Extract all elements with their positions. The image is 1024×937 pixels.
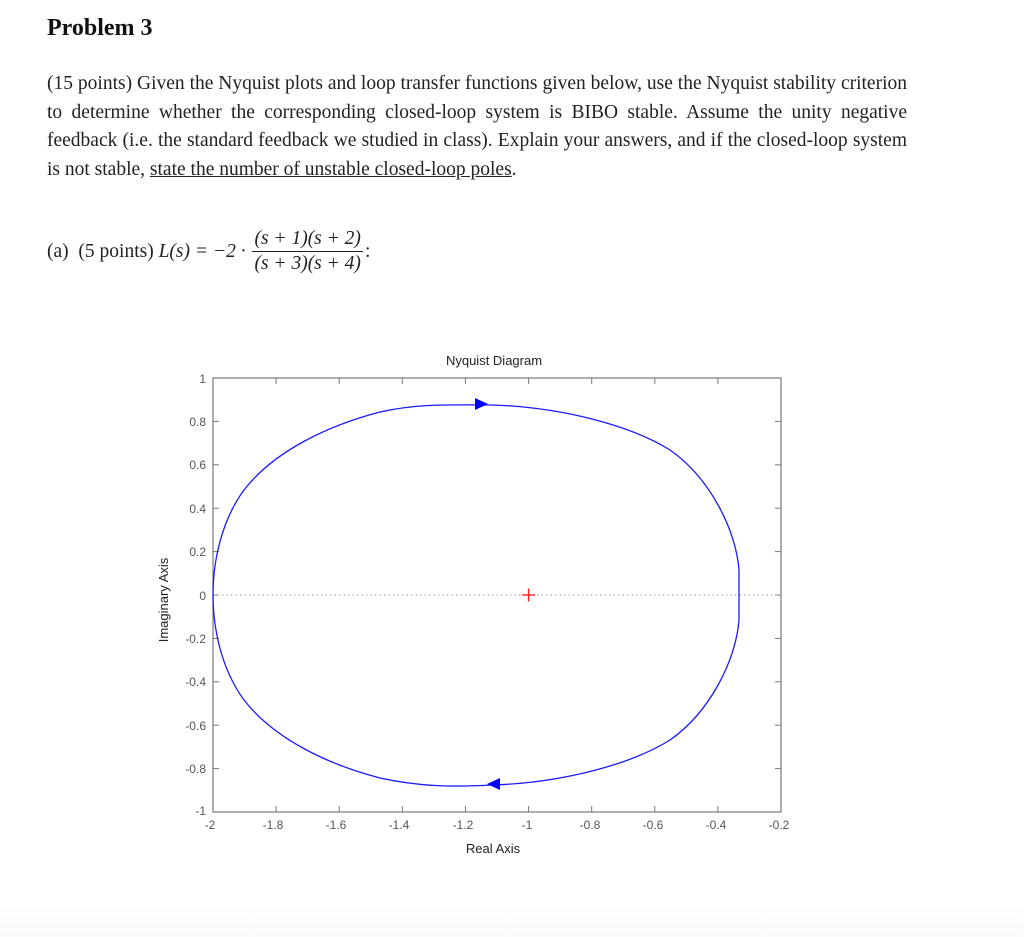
chart-title: Nyquist Diagram: [445, 353, 543, 368]
svg-text:1: 1: [199, 372, 206, 386]
svg-text:-2: -2: [204, 818, 216, 832]
svg-text:0: 0: [199, 589, 206, 603]
svg-text:-0.8: -0.8: [579, 818, 601, 832]
problem-title: Problem 3: [47, 15, 153, 41]
part-a-label: (a): [47, 240, 69, 262]
svg-text:0.6: 0.6: [189, 458, 206, 472]
svg-text:-0.6: -0.6: [185, 719, 206, 733]
denominator: (s + 3)(s + 4): [254, 253, 361, 274]
svg-text:-1.4: -1.4: [388, 818, 410, 832]
statement-emphasis: state the number of unstable closed-loop poles: [149, 158, 512, 180]
svg-text:-1: -1: [195, 804, 206, 818]
x-tick-labels: [205, 818, 790, 832]
svg-text:-0.8: -0.8: [185, 762, 206, 776]
x-axis-label: Real Axis: [465, 841, 521, 856]
svg-text:-0.4: -0.4: [185, 675, 206, 689]
formula-lhs: L(s) = −2 ·: [158, 240, 246, 262]
svg-text:-1.8: -1.8: [262, 818, 284, 832]
svg-text:0.4: 0.4: [189, 502, 206, 516]
formula-suffix: :: [364, 240, 371, 262]
svg-text:-0.6: -0.6: [642, 818, 664, 832]
svg-text:-1: -1: [521, 818, 533, 832]
y-axis-label: Imaginary Axis: [156, 557, 171, 643]
numerator: (s + 1)(s + 2): [252, 228, 362, 252]
statement-end: .: [511, 158, 517, 180]
y-tick-labels: [185, 372, 206, 818]
svg-text:-1.6: -1.6: [325, 818, 347, 832]
svg-text:-0.2: -0.2: [768, 818, 790, 832]
svg-text:0.2: 0.2: [189, 545, 206, 559]
svg-text:-1.2: -1.2: [452, 818, 474, 832]
svg-text:0.8: 0.8: [189, 415, 206, 429]
statement-text: (15 points) Given the Nyquist plots and loop transfer functions given below, use the Nyquist stability criterion to determine whether the corresponding closed-loop system is BIBO stable. Assume the unity negative feedback (i.e. the standard feedback we studied in class). Explain your answers, and if the closed-loop system is not stable,: [47, 73, 907, 180]
svg-text:-0.2: -0.2: [185, 632, 206, 646]
part-a-points: (5 points): [78, 240, 154, 262]
svg-text:-0.4: -0.4: [705, 818, 727, 832]
